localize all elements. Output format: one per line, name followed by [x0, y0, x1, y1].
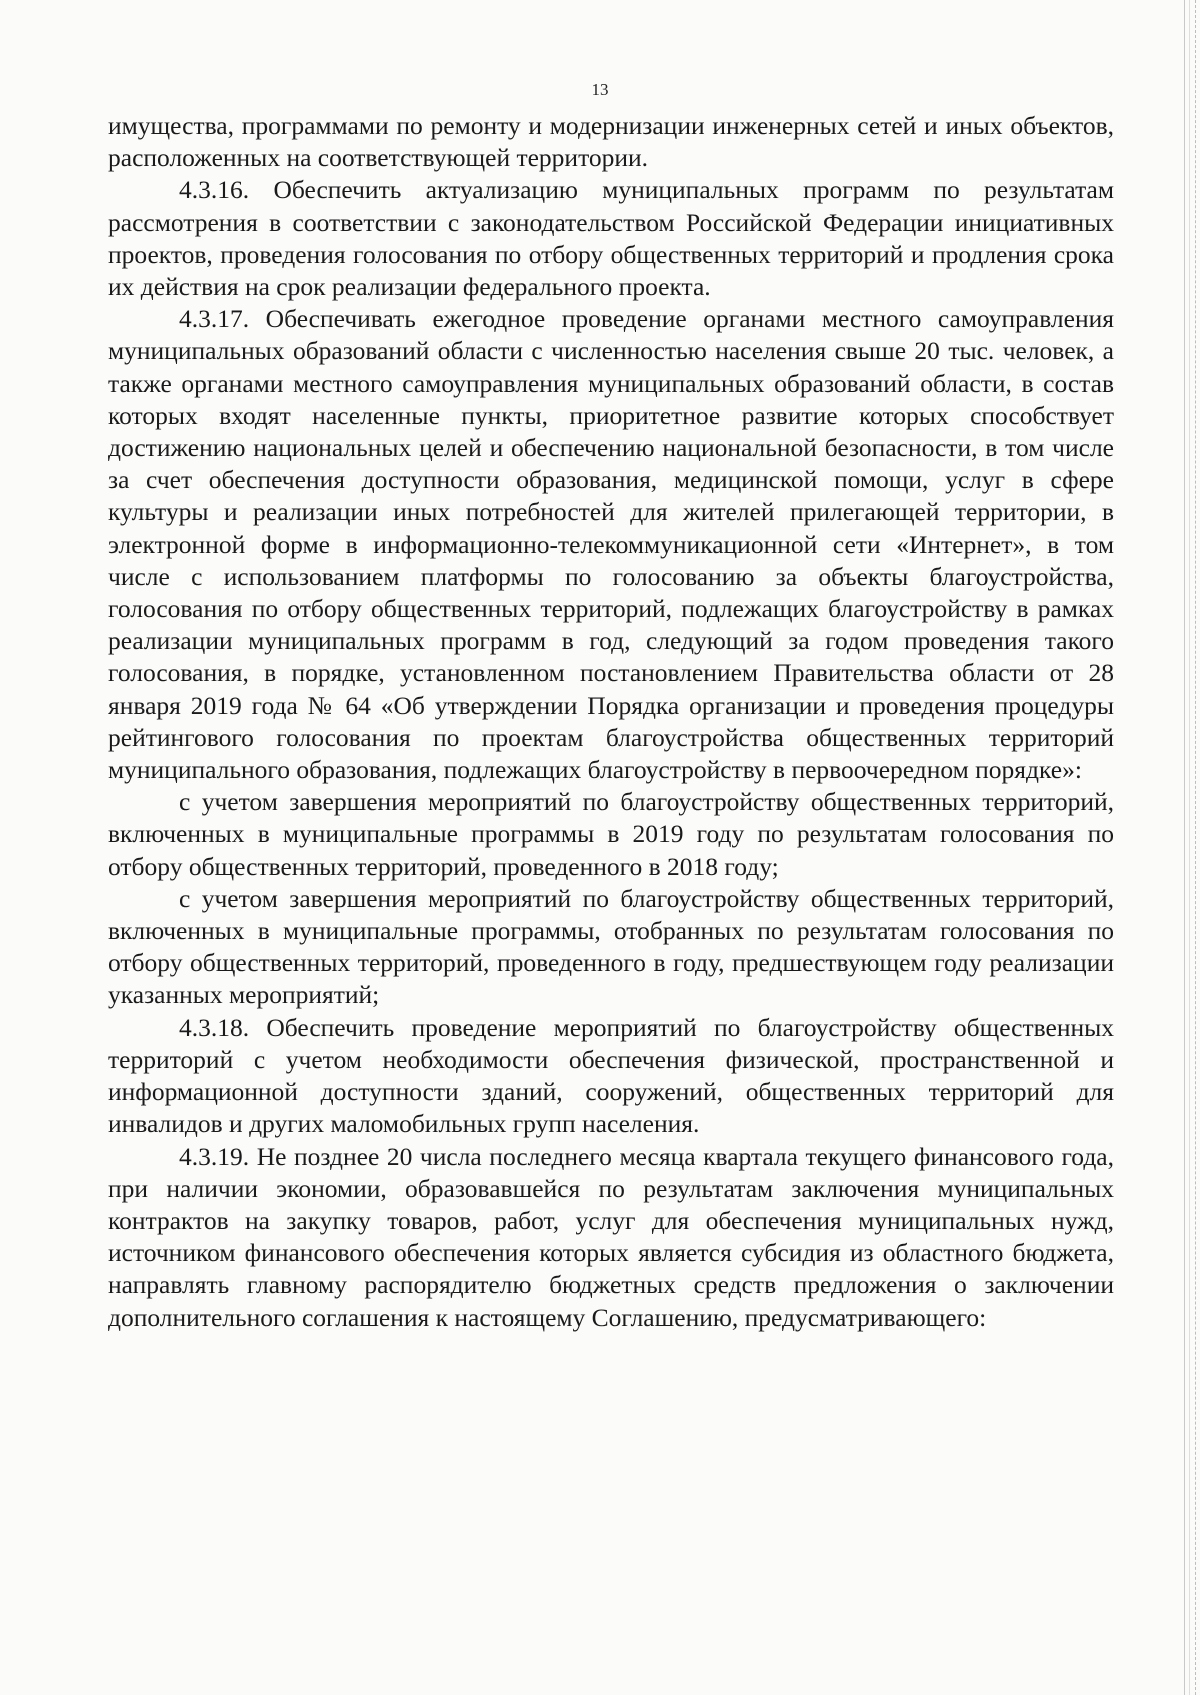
page-number: 13 — [591, 80, 609, 99]
paragraph-continuation: имущества, программами по ремонту и модернизации инженерных сетей и иных объектов, расположенных на соответствующей территории. — [108, 111, 1114, 173]
paragraph-4-3-17: 4.3.17. Обеспечивать ежегодное проведение органами местного самоуправления муниципальных образований области с численностью населения свыше 20 тыс. человек, а также органами местного самоуправления муниципальных образований области, в состав которых входят населенные пункты, приоритетное развитие которых способствует достижению национальных целей и обеспечению национальной безопасности, в том числе за счет обеспечения доступности образования, медицинской помощи, услуг в сфере культуры и реализации иных потребностей для жителей прилегающей территории, в электронной форме в информационно-телекоммуникационной сети «Интернет», в том числе с использованием платформы по голосованию за объекты благоустройства, голосования по отбору общественных территорий, подлежащих благоустройству в рамках реализации муниципальных программ в год, следующий за годом проведения такого голосования, в порядке, установленном постановлением Правительства области от 28 января 2019 года № 64 «Об утверждении Порядка организации и проведения процедуры рейтингового голосования по проектам благоустройства общественных территорий муниципального образования, подлежащих благоустройству в первоочередном порядке»: — [108, 304, 1114, 785]
paragraph-4-3-18: 4.3.18. Обеспечить проведение мероприятий по благоустройству общественных территорий с учетом необходимости обеспечения физической, пространственной и информационной доступности зданий, сооружений, общественных территорий для инвалидов и других маломобильных групп населения. — [108, 1012, 1114, 1139]
paragraph-sub-item-2019: с учетом завершения мероприятий по благоустройству общественных территорий, включенных в муниципальные программы в 2019 году по результатам голосования по отбору общественных территорий, проведенного в 2018 году; — [108, 787, 1114, 881]
scan-edge-dashed-line — [1195, 0, 1198, 1695]
paragraph-4-3-19: 4.3.19. Не позднее 20 числа последнего месяца квартала текущего финансового года, при наличии экономии, образовавшейся по результатам заключения муниципальных контрактов на закупку товаров, работ, услуг для обеспечения муниципальных нужд, источником финансового обеспечения которых является субсидия из областного бюджета, направлять главному распорядителю бюджетных средств предложения о заключении дополнительного соглашения к настоящему Соглашению, предусматривающего: — [108, 1141, 1114, 1332]
paragraph-sub-item-previous-year: с учетом завершения мероприятий по благоустройству общественных территорий, включенных в муниципальные программы, отобранных по результатам голосования по отбору общественных территорий, проведенного в году, предшествующем году реализации указанных мероприятий; — [108, 883, 1114, 1010]
scan-edge-line — [1184, 0, 1190, 1695]
document-body — [108, 110, 1114, 1334]
paragraph-4-3-16: 4.3.16. Обеспечить актуализацию муниципальных программ по результатам рассмотрения в соответствии с законодательством Российской Федерации инициативных проектов, проведения голосования по отбору общественных территорий и продления срока их действия на срок реализации федерального проекта. — [108, 175, 1114, 302]
